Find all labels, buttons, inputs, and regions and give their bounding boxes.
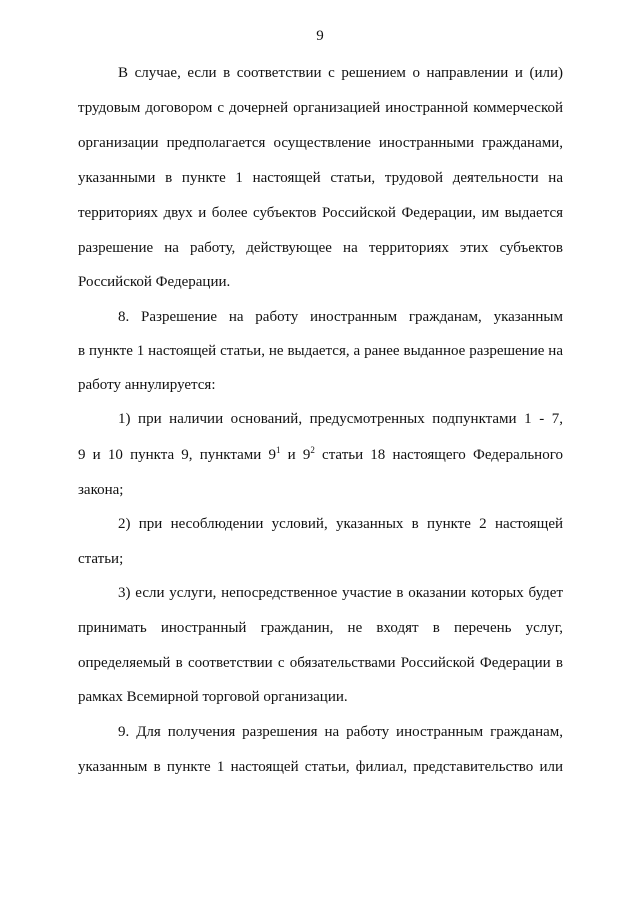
text-line: В случае, если в соответствии с решением о направлении и (или) bbox=[118, 65, 563, 81]
text-line: организации предполагается осуществление иностранными гражданами, bbox=[78, 135, 563, 151]
text-line: определяемый в соответствии с обязательствами Российской Федерации в bbox=[78, 655, 563, 671]
text-line: 2) при несоблюдении условий, указанных в пункте 2 настоящей bbox=[118, 516, 563, 532]
text-fragment: 9 и 10 пункта 9, пунктами 9 bbox=[78, 447, 276, 463]
text-line: 8. Разрешение на работу иностранным гражданам, указанным bbox=[118, 309, 563, 325]
superscript: 2 bbox=[310, 445, 315, 455]
text-line: 1) при наличии оснований, предусмотренных подпунктами 1 - 7, bbox=[118, 411, 563, 427]
text-line: 3) если услуги, непосредственное участие в оказании которых будет bbox=[118, 585, 563, 601]
text-fragment: и 9 bbox=[280, 447, 311, 463]
text-line: трудовым договором с дочерней организацией иностранной коммерческой bbox=[78, 100, 563, 116]
text-line: принимать иностранный гражданин, не входят в перечень услуг, bbox=[78, 620, 563, 636]
text-line: разрешение на работу, действующее на территориях этих субъектов bbox=[78, 240, 563, 256]
text-line-with-superscripts bbox=[78, 446, 563, 464]
text-line: указанными в пункте 1 настоящей статьи, трудовой деятельности на bbox=[78, 170, 563, 186]
text-fragment: статьи 18 настоящего Федерального bbox=[314, 447, 563, 463]
page-number: 9 bbox=[316, 28, 324, 44]
text-line: Российской Федерации. bbox=[78, 274, 231, 290]
text-line: территориях двух и более субъектов Российской Федерации, им выдается bbox=[78, 205, 563, 221]
superscript: 1 bbox=[275, 445, 281, 455]
text-line: закона; bbox=[78, 482, 124, 498]
text-line: рамках Всемирной торговой организации. bbox=[78, 689, 348, 705]
text-line: в пункте 1 настоящей статьи, не выдается, а ранее выданное разрешение на bbox=[78, 343, 563, 359]
text-line: указанным в пункте 1 настоящей статьи, филиал, представительство или bbox=[78, 759, 563, 775]
text-line: 9. Для получения разрешения на работу иностранным гражданам, bbox=[118, 724, 563, 740]
text-line: работу аннулируется: bbox=[78, 377, 216, 393]
text-line: статьи; bbox=[78, 551, 124, 567]
